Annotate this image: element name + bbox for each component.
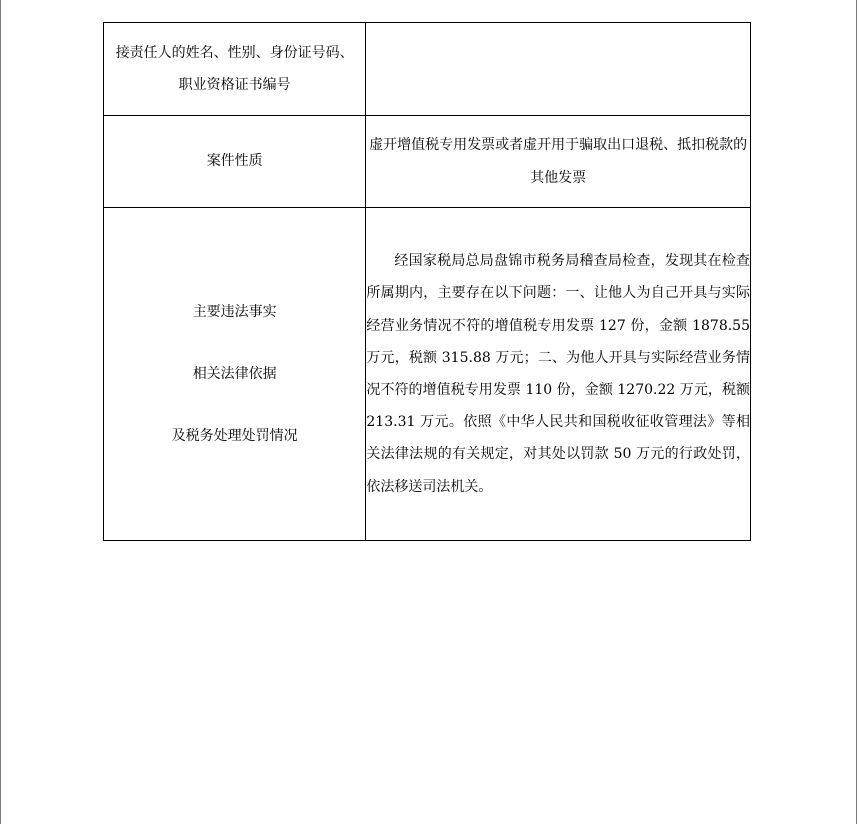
responsible-person-value	[366, 23, 751, 116]
table-row-case-nature	[104, 116, 751, 208]
responsible-person-label	[104, 23, 366, 116]
label-line: 案件性质	[206, 153, 263, 170]
label-line: 相关法律依据	[192, 366, 277, 382]
table-row-violation-facts	[104, 208, 751, 541]
label-line: 主要违法事实	[192, 304, 277, 320]
case-nature-label	[104, 116, 366, 208]
violation-facts-text: 经国家税局总局盘锦市税务局稽查局检查，发现其在检查所属期内，主要存在以下问题：一、让他人为自己开具与实际经营业务情况不符的增值税专用发票 127 份，金额 1878.55 万元，税额 315.88 万元；二、为他人开具与实际经营业务情况不符的增值税专用发票 110 份，金额 1270.22 万元，税额 213.31 万元。依照《中华人民共和国税收征收管理法》等相关法律法规的有关规定，对其处以罚款 50 万元的行政处罚，依法移送司法机关。	[366, 253, 750, 495]
label-line: 接责任人的姓名、性别、身份证号码、	[115, 44, 354, 61]
label-line: 职业资格证书编号	[178, 77, 291, 93]
case-info-table	[103, 22, 751, 541]
violation-facts-value	[366, 208, 751, 541]
violation-facts-label	[104, 208, 366, 541]
case-nature-value: 虚开增值税专用发票或者虚开用于骗取出口退税、抵扣税款的其他发票	[366, 116, 751, 208]
table-row-responsible-person	[104, 23, 751, 116]
label-line: 及税务处理处罚情况	[171, 428, 298, 444]
